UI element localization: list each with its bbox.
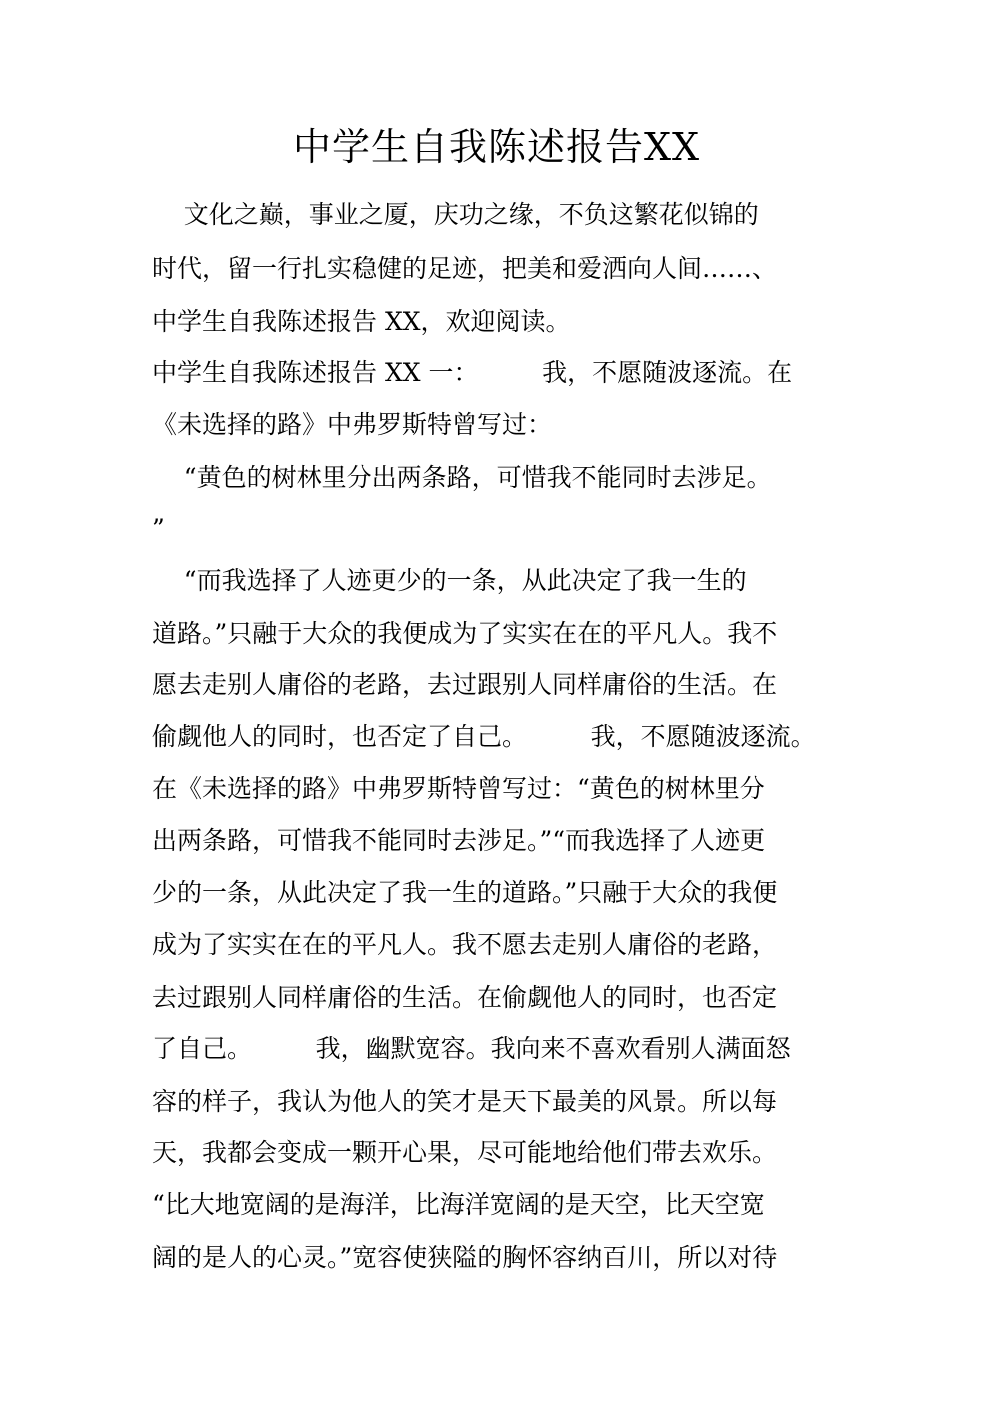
text-line: 偷觑他人的同时，也否定了自己。 我，不愿随波逐流。	[152, 722, 816, 751]
text-line: ”	[152, 514, 165, 543]
text-line: 成为了实实在在的平凡人。我不愿去走别人庸俗的老路，	[152, 930, 778, 959]
text-line: 少的一条，从此决定了我一生的道路。”只融于大众的我便	[152, 878, 778, 907]
text-line: 了自己。 我，幽默宽容。我向来不喜欢看别人满面怒	[152, 1034, 791, 1063]
text-line: 容的样子，我认为他人的笑才是天下最美的风景。所以每	[152, 1087, 778, 1116]
text-line: 天，我都会变成一颗开心果，尽可能地给他们带去欢乐。	[152, 1138, 778, 1167]
text-line: 《未选择的路》中弗罗斯特曾写过：	[152, 410, 553, 439]
text-line: 愿去走别人庸俗的老路，去过跟别人同样庸俗的生活。在	[152, 670, 778, 699]
text-line: 时代，留一行扎实稳健的足迹，把美和爱洒向人间……、	[152, 254, 778, 283]
text-line: 文化之巅，事业之厦，庆功之缘，不负这繁花似锦的	[152, 200, 759, 229]
document-title: 中学生自我陈述报告XX	[292, 125, 701, 169]
text-line: 阔的是人的心灵。”宽容使狭隘的胸怀容纳百川，所以对待	[152, 1243, 778, 1272]
text-line: 中学生自我陈述报告 XX 一： 我，不愿随波逐流。在	[152, 358, 793, 387]
text-line: 去过跟别人同样庸俗的生活。在偷觑他人的同时，也否定	[152, 983, 778, 1012]
text-line: 出两条路，可惜我不能同时去涉足。”“而我选择了人迹更	[152, 826, 766, 855]
text-line: 在《未选择的路》中弗罗斯特曾写过：“黄色的树林里分	[152, 774, 765, 803]
text-line: 道路。”只融于大众的我便成为了实实在在的平凡人。我不	[152, 619, 778, 648]
text-line: “比大地宽阔的是海洋，比海洋宽阔的是天空，比天空宽	[152, 1190, 765, 1219]
text-line: 中学生自我陈述报告 XX，欢迎阅读。	[152, 307, 571, 336]
text-line: “黄色的树林里分出两条路，可惜我不能同时去涉足。	[152, 463, 772, 492]
text-line: “而我选择了人迹更少的一条，从此决定了我一生的	[152, 566, 747, 595]
